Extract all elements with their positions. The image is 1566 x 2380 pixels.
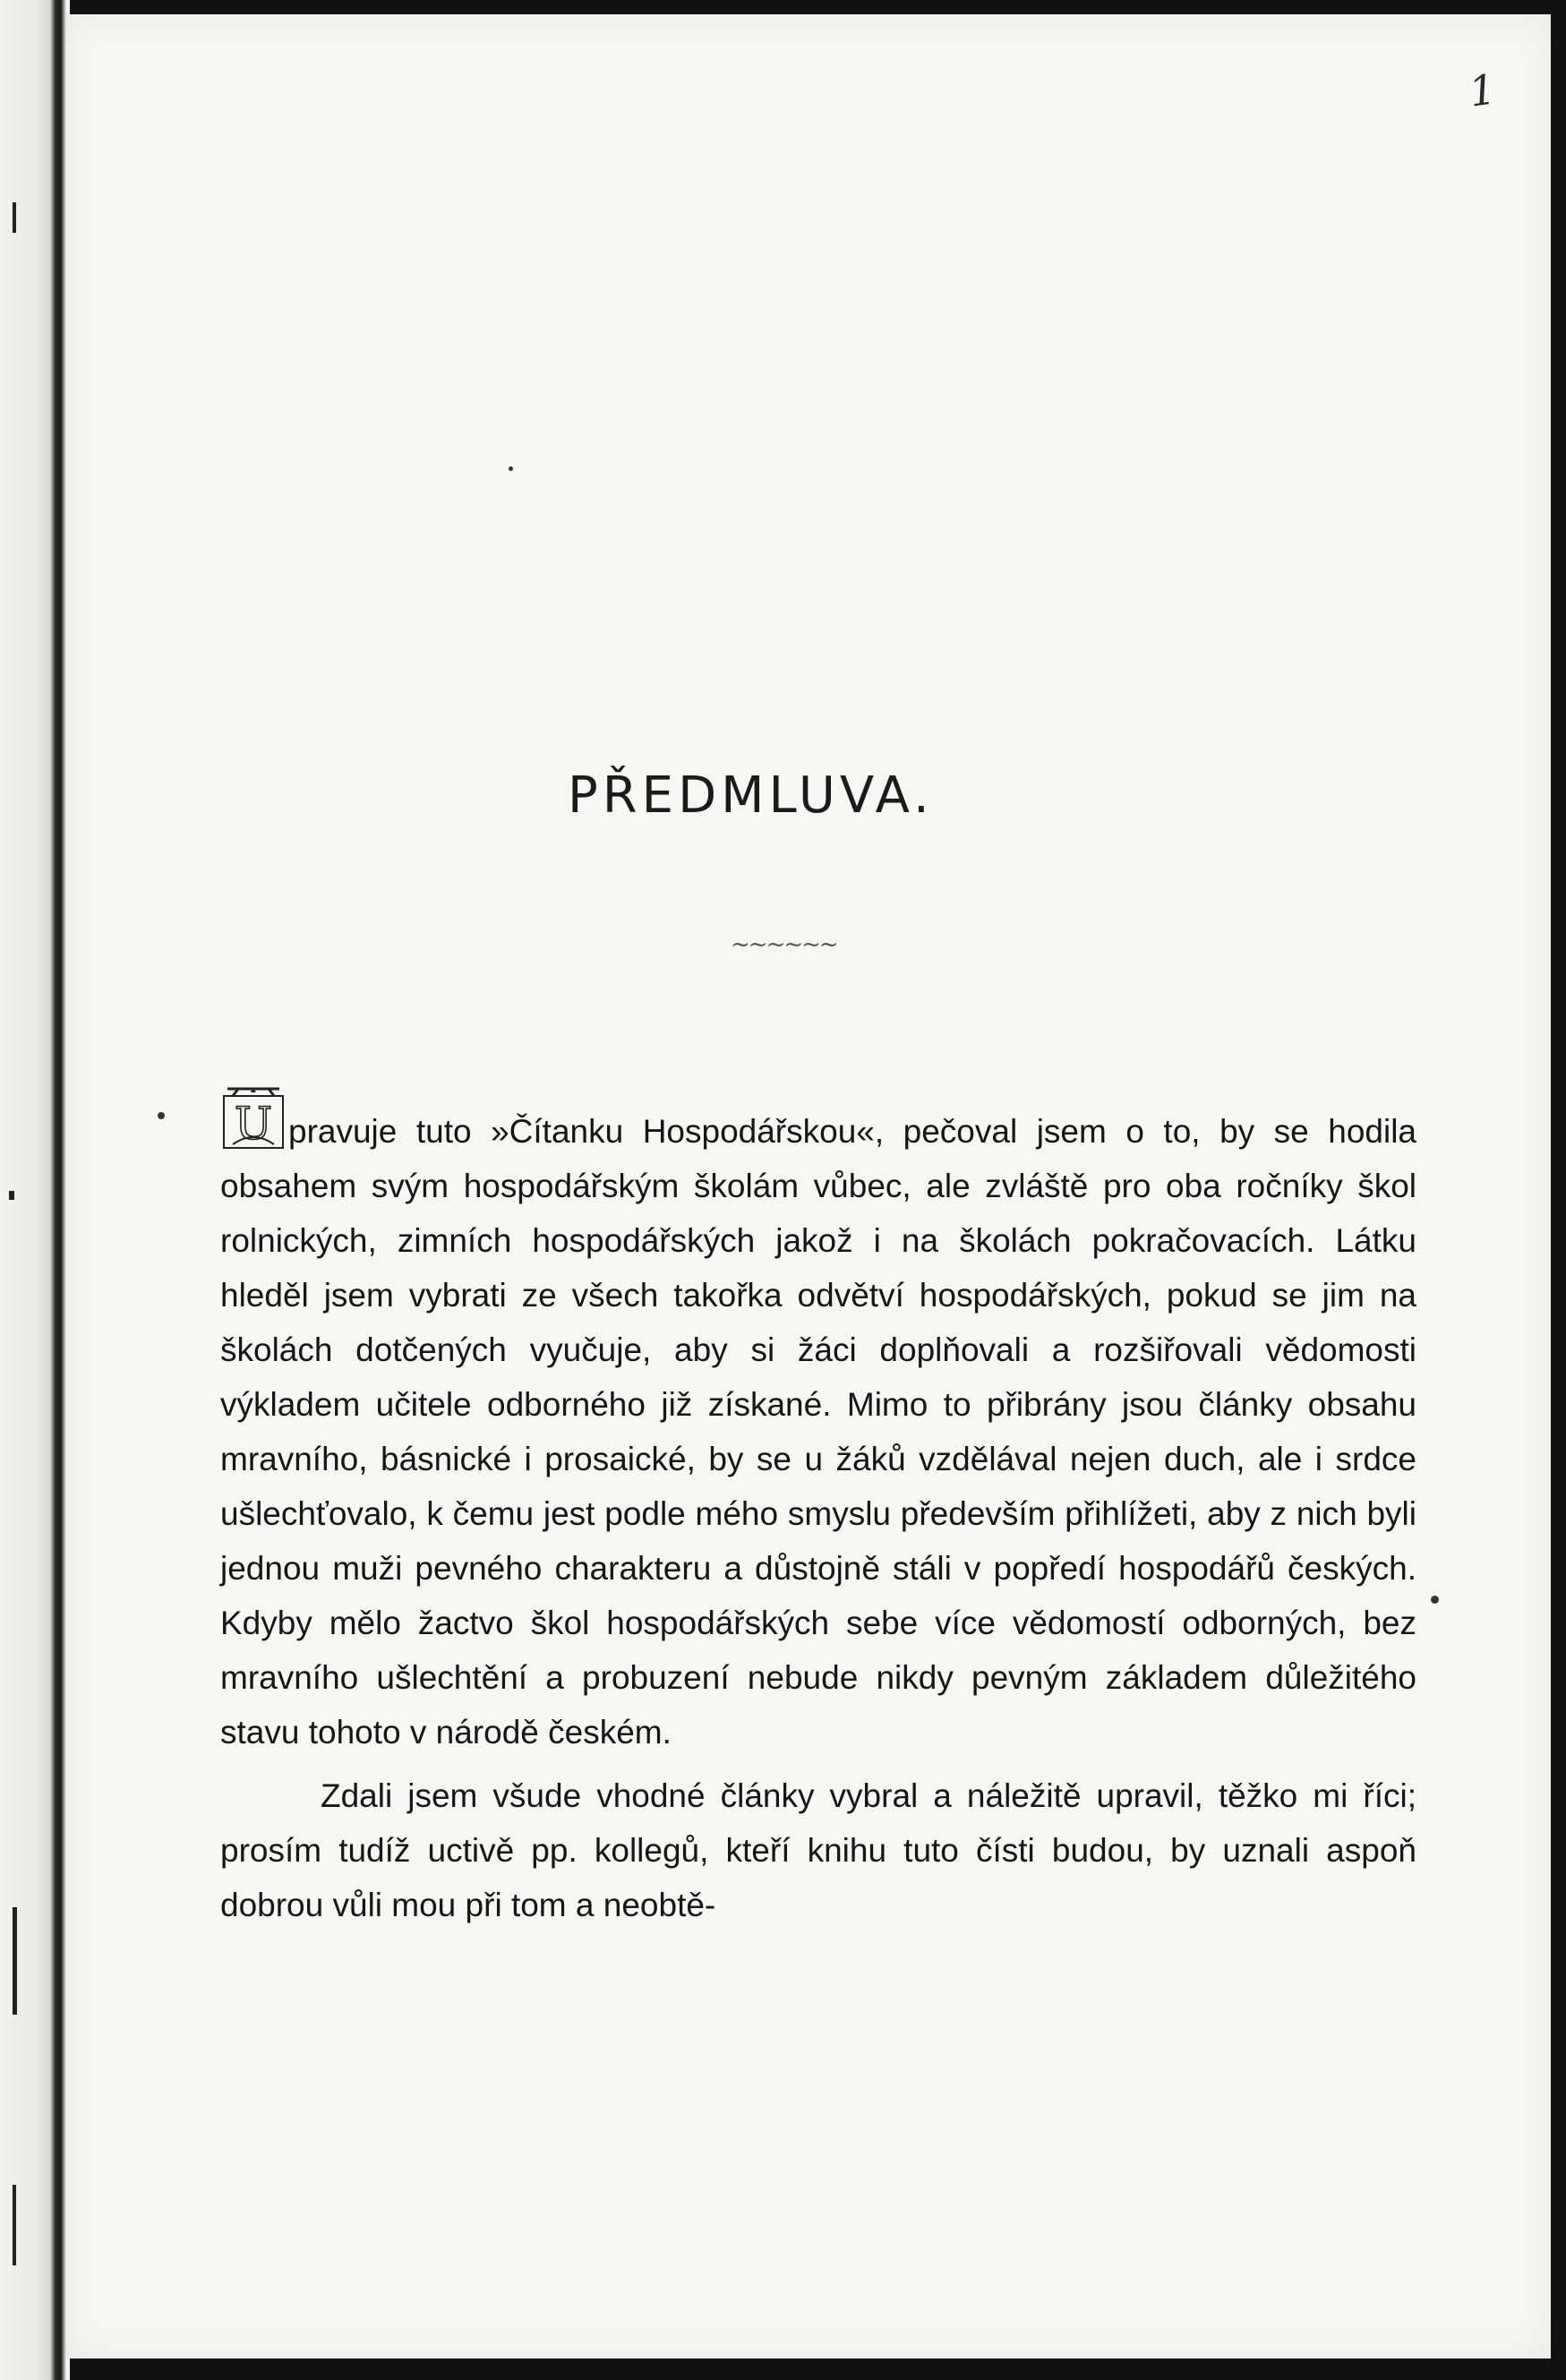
book-spine-edge [0,0,70,2380]
paragraph-2: Zdali jsem všude vhodné články vybral a náležitě upravil, těžko mi říci; prosím tudíž uctivě pp. kollegů, kteří knihu tuto čísti budou, by uznali aspoň dobrou vůli mou při tom a neobtě- [220,1777,1416,1923]
preface-text [220,1085,1416,1932]
svg-text:U: U [234,1098,273,1150]
paper-speck [1431,1596,1439,1604]
paragraph-1-text: pravuje tuto »Čítanku Hospodářskou«, pečoval jsem o to, by se hodila obsahem svým hospodářským školám vůbec, ale zvláště pro oba ročníky škol rolnických, zimních hospodářských jakož i na školách pokračovacích. Látku hleděl jsem vybrati ze všech takořka odvětví hospodářských, pokud se jim na školách dotčených vyučuje, aby si žáci doplňovali a rozšiřovali vědomosti výkladem učitele odborného již získané. Mimo to přibrány jsou články obsahu mravního, básnické i prosaické, by se u žáků vzdělával nejen duch, ale i srdce ušlechťovalo, k čemu jest podle mého smyslu především přihlížeti, aby z nich byli jednou muži pevného charakteru a důstojně stáli v popředí hospodářů českých. Kdyby mělo žactvo škol hospodářských sebe více vědomostí odborných, bez mravního ušlechtění a probuzení nebude nikdy pevným základem důležitého stavu tohoto v národě českém. [220,1113,1416,1751]
page-title: PŘEDMLUVA. [568,766,934,825]
paper-speck [158,1112,165,1119]
spine-mark [13,202,16,233]
paper-speck [509,467,513,471]
spine-mark [13,1907,17,2015]
spine-mark [13,2185,16,2265]
paragraph-1 [220,1085,1416,1759]
book-page [66,14,1551,2359]
ornamental-initial-u [220,1085,287,1151]
spine-mark [9,1191,14,1200]
title-ornament: ~~~~~~ [731,931,837,958]
page-number: 1 [1466,64,1499,116]
